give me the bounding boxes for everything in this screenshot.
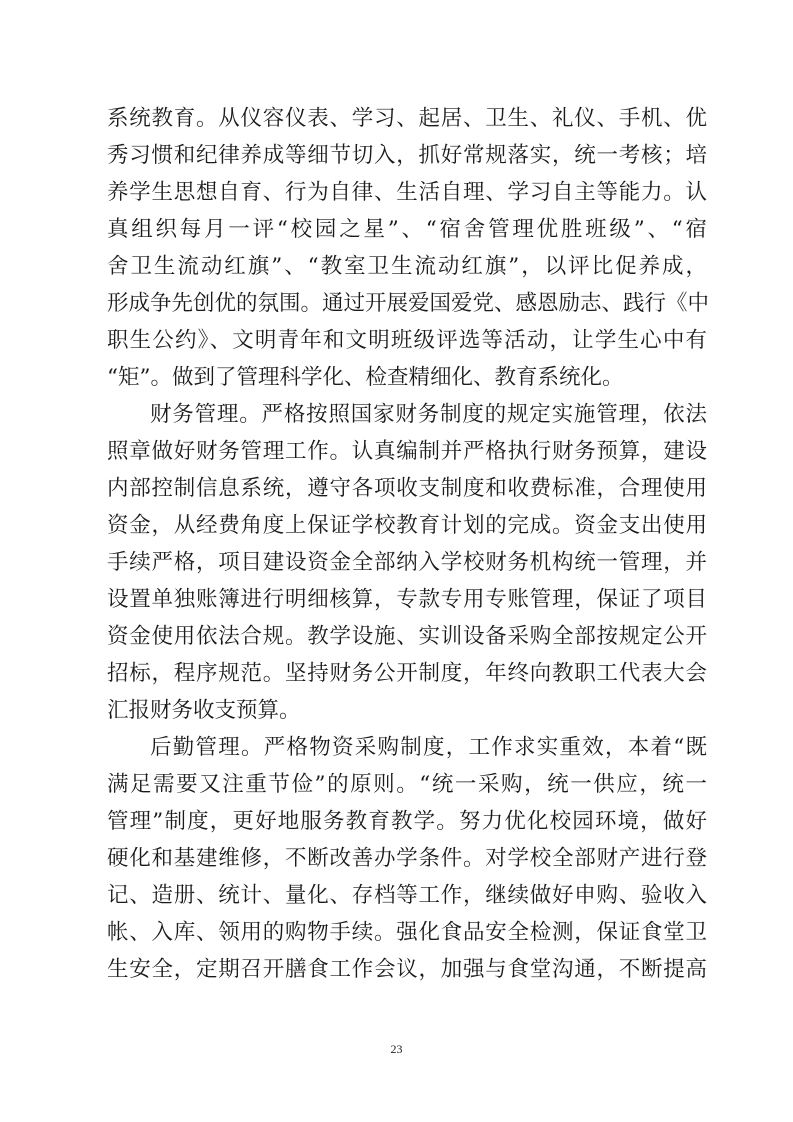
text-line: 硬化和基建维修，不断改善办学条件。对学校全部财产进行登	[107, 846, 707, 871]
text-line: 帐、入库、领用的购物手续。强化食品安全检测，保证食堂卫	[107, 920, 707, 945]
paragraph-logistics-management	[107, 729, 707, 988]
text-line: 满足需要又注重节俭”的原则。“统一采购，统一供应，统一	[107, 772, 707, 797]
page-number: 23	[390, 1042, 403, 1056]
text-line: 后勤管理。严格物资采购制度，工作求实重效，本着“既	[150, 735, 707, 760]
text-line: 资金使用依法合规。教学设施、实训设备采购全部按规定公开	[107, 624, 707, 649]
text-line: 财务管理。严格按照国家财务制度的规定实施管理，依法	[150, 402, 707, 427]
paragraph-financial-management	[107, 396, 707, 729]
text-line: 内部控制信息系统，遵守各项收支制度和收费标准，合理使用	[107, 476, 707, 501]
text-line: 真组织每月一评“校园之星”、“宿舍管理优胜班级”、“宿	[107, 217, 707, 242]
text-line: 养学生思想自育、行为自律、生活自理、学习自主等能力。认	[107, 180, 707, 205]
text-line: 生安全，定期召开膳食工作会议，加强与食堂沟通，不断提高	[107, 957, 707, 982]
text-line: 职生公约》、文明青年和文明班级评选等活动，让学生心中有	[107, 328, 707, 353]
text-line: “矩”。做到了管理科学化、检查精细化、教育系统化。	[107, 365, 624, 390]
text-line: 秀习惯和纪律养成等细节切入，抓好常规落实，统一考核；培	[107, 143, 707, 168]
text-line: 招标，程序规范。坚持财务公开制度，年终向教职工代表大会	[107, 661, 707, 686]
paragraph-system-education	[107, 100, 710, 396]
text-line: 资金，从经费角度上保证学校教育计划的完成。资金支出使用	[107, 513, 707, 538]
body-text	[107, 100, 710, 988]
text-line: 形成争先创优的氛围。通过开展爱国爱党、感恩励志、践行《中	[107, 291, 710, 316]
text-line: 汇报财务收支预算。	[107, 698, 301, 723]
text-line: 系统教育。从仪容仪表、学习、起居、卫生、礼仪、手机、优	[107, 106, 707, 131]
text-line: 照章做好财务管理工作。认真编制并严格执行财务预算，建设	[107, 439, 707, 464]
text-line: 记、造册、统计、量化、存档等工作，继续做好申购、验收入	[107, 883, 707, 908]
text-line: 舍卫生流动红旗”、“教室卫生流动红旗”，以评比促养成，	[107, 254, 707, 279]
text-line: 管理”制度，更好地服务教育教学。努力优化校园环境，做好	[107, 809, 707, 834]
text-line: 手续严格，项目建设资金全部纳入学校财务机构统一管理，并	[107, 550, 707, 575]
text-line: 设置单独账簿进行明细核算，专款专用专账管理，保证了项目	[107, 587, 707, 612]
